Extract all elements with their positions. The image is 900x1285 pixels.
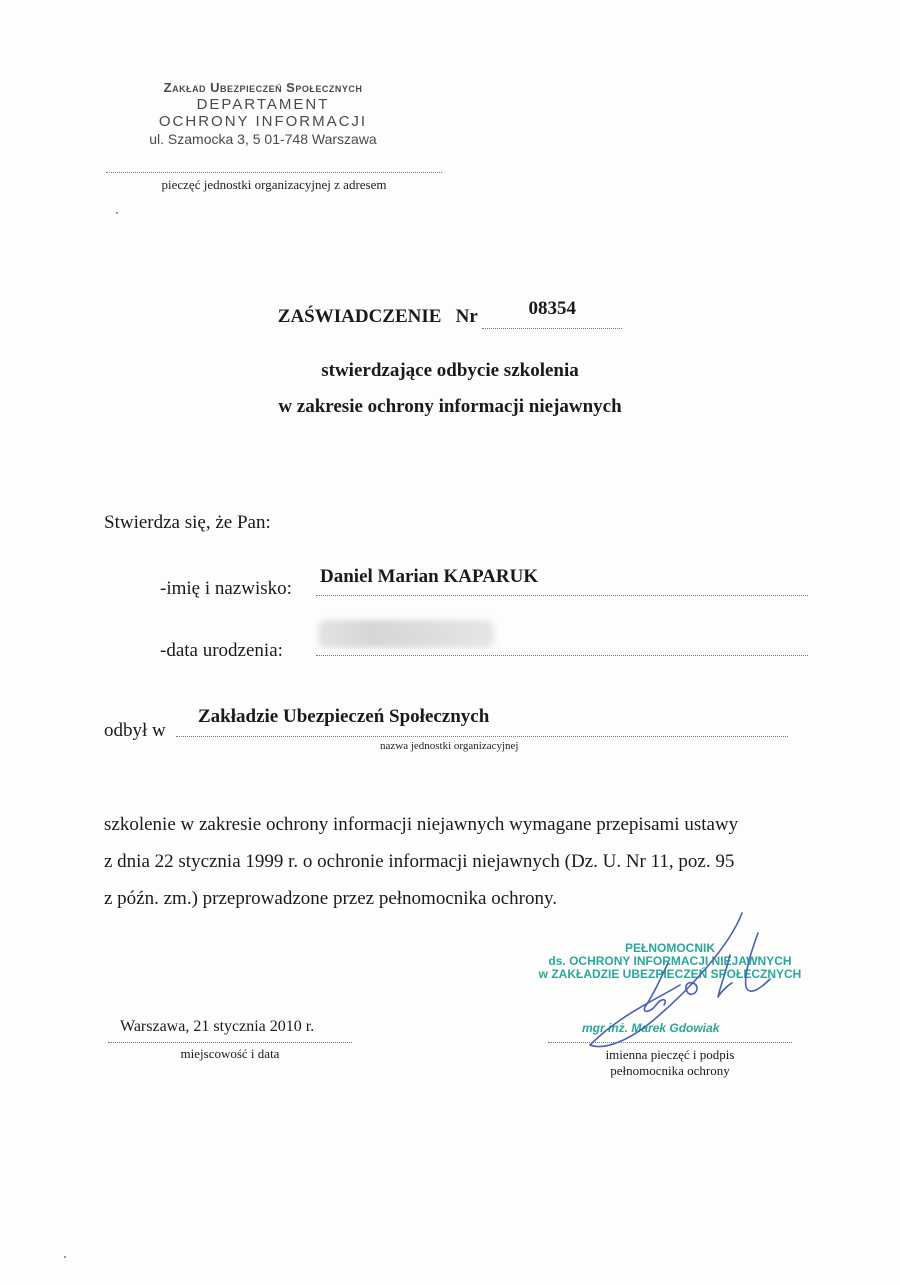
officer-name-stamp: mgr inż. Marek Gdowiak bbox=[582, 1021, 720, 1035]
stamp-caption: pieczęć jednostki organizacyjnej z adresem bbox=[161, 177, 387, 192]
stamp-line-organization: Zakład Ubezpieczeń Społecznych bbox=[163, 80, 363, 95]
signature-dotted-line bbox=[548, 1042, 792, 1043]
training-paragraph bbox=[104, 806, 834, 917]
name-dotted-line bbox=[316, 595, 808, 596]
dob-dotted-line bbox=[316, 655, 808, 656]
title-nr-label: Nr bbox=[455, 306, 478, 327]
unit-dotted-line bbox=[176, 736, 788, 737]
odbyl-label: odbył w bbox=[104, 720, 166, 741]
officer-stamp-line-1: PEŁNOMOCNIK bbox=[625, 941, 715, 955]
paper-speck bbox=[64, 1256, 66, 1258]
title-heading: ZAŚWIADCZENIE bbox=[277, 306, 442, 327]
officer-stamp-line-2: ds. OCHRONY INFORMACJI NIEJAWNYCH bbox=[548, 954, 792, 968]
dob-redacted-blur bbox=[318, 620, 494, 648]
paragraph-line-1: szkolenie w zakresie ochrony informacji niejawnych wymagane przepisami ustawy bbox=[104, 814, 739, 835]
signature-caption-line-2: pełnomocnika ochrony bbox=[610, 1063, 730, 1078]
certificate-number: 08354 bbox=[528, 298, 576, 319]
officer-stamp-line-3: w ZAKŁADZIE UBEZPIECZEŃ SPOŁECZNYCH bbox=[538, 967, 802, 981]
unit-caption: nazwa jednostki organizacyjnej bbox=[380, 740, 519, 752]
signature-image bbox=[560, 905, 820, 1055]
stamp-dotted-line bbox=[106, 172, 442, 173]
certificate-title bbox=[0, 298, 900, 329]
certificate-number-field bbox=[482, 298, 622, 329]
place-dotted-line bbox=[108, 1042, 352, 1043]
stamp-line-department: DEPARTAMENT bbox=[196, 96, 330, 113]
unit-value: Zakładzie Ubezpieczeń Społecznych bbox=[198, 706, 490, 727]
paper-speck bbox=[116, 212, 118, 214]
stamp-line-address: ul. Szamocka 3, 5 01-748 Warszawa bbox=[149, 131, 377, 147]
place-and-date: Warszawa, 21 stycznia 2010 r. bbox=[120, 1018, 315, 1035]
organization-stamp bbox=[128, 80, 398, 147]
dob-label: -data urodzenia: bbox=[160, 640, 283, 661]
signature-caption-line-1: imienna pieczęć i podpis bbox=[605, 1047, 735, 1062]
title-subtitle-1: stwierdzające odbycie szkolenia bbox=[321, 360, 579, 381]
paragraph-line-2: z dnia 22 stycznia 1999 r. o ochronie informacji niejawnych (Dz. U. Nr 11, poz. 95 bbox=[104, 851, 735, 872]
paragraph-line-3: z późn. zm.) przeprowadzone przez pełnomocnika ochrony. bbox=[104, 888, 557, 909]
title-subtitle-2: w zakresie ochrony informacji niejawnych bbox=[278, 396, 622, 417]
name-value: Daniel Marian KAPARUK bbox=[320, 566, 539, 587]
name-label: -imię i nazwisko: bbox=[160, 578, 292, 599]
intro-text: Stwierdza się, że Pan: bbox=[104, 512, 271, 533]
stamp-line-office: OCHRONY INFORMACJI bbox=[158, 113, 368, 130]
place-caption: miejscowość i data bbox=[180, 1046, 280, 1061]
signature-caption bbox=[548, 1047, 792, 1079]
